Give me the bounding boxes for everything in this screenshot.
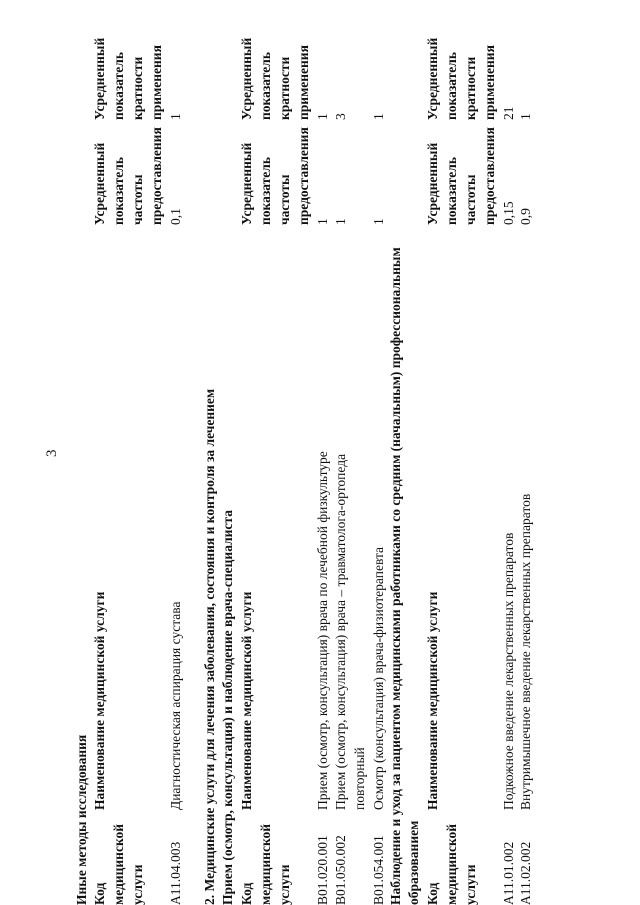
page-number: 3: [44, 449, 60, 457]
s2-row-2-name-cont: повторный: [352, 747, 367, 810]
s3-row-2-name: Внутримышечное введение лекарственных препаратов: [518, 493, 533, 810]
s1-header-freq-2: показатель: [111, 156, 126, 225]
s2-header-freq-2: показатель: [258, 156, 273, 225]
s3-header-freq-2: показатель: [444, 156, 459, 225]
s1-header-mult-2: показатель: [111, 51, 126, 120]
s1-header-mult-1: Усредненный: [92, 37, 107, 120]
s3-row-2-freq: 0,9: [518, 208, 533, 225]
section-3-title-cont: образованием: [406, 820, 421, 905]
s3-row-2-code: A11.02.002: [518, 841, 533, 905]
s3-header-name: Наименование медицинской услуги: [425, 591, 440, 810]
s2-row-1-name: Прием (осмотр, консультация) врача по лечебной физкультуре: [315, 451, 330, 810]
s2-header-code-1: Код: [239, 882, 254, 905]
s3-row-1-name: Подкожное введение лекарственных препаратов: [501, 532, 516, 810]
s2-row-3-mult: 1: [371, 113, 386, 120]
s3-header-code-2: медицинской: [444, 823, 459, 905]
s3-header-code-1: Код: [425, 882, 440, 905]
s2-header-mult-3: кратности: [277, 56, 292, 120]
s1-row-1-code: A11.04.003: [168, 841, 183, 905]
section-3-title: Наблюдение и уход за пациентом медицинскими работниками со средним (начальным) профессиональным: [388, 247, 403, 905]
section-2-title: 2. Медицинские услуги для лечения заболевания, состояния и контроля за лечением: [202, 388, 217, 905]
s3-header-mult-1: Усредненный: [425, 37, 440, 120]
s2-row-2-name: Прием (осмотр, консультация) врача – травматолога-ортопеда: [333, 453, 348, 810]
s3-header-freq-4: предоставления: [482, 127, 497, 225]
s1-header-code-2: медицинской: [111, 823, 126, 905]
s2-row-2-mult: 3: [333, 113, 348, 120]
s2-header-mult-4: применения: [296, 45, 311, 120]
s2-row-3-name: Осмотр (консультация) врача-физиотерапевта: [371, 546, 386, 810]
section-1-title: Иные методы исследования: [74, 734, 89, 905]
s3-header-mult-4: применения: [482, 45, 497, 120]
s3-row-1-mult: 21: [501, 106, 516, 120]
s2-row-1-freq: 1: [315, 218, 330, 225]
s1-header-code-1: Код: [92, 882, 107, 905]
s3-header-code-3: услуги: [463, 864, 478, 905]
s1-header-freq-1: Усредненный: [92, 142, 107, 225]
s2-row-2-code: B01.050.002: [333, 835, 348, 905]
s2-header-code-2: медицинской: [258, 823, 273, 905]
s1-header-freq-3: частоты: [130, 174, 145, 225]
s2-header-freq-4: предоставления: [296, 127, 311, 225]
s1-header-mult-3: кратности: [130, 56, 145, 120]
s2-header-mult-1: Усредненный: [239, 37, 254, 120]
s3-row-1-code: A11.01.002: [501, 841, 516, 905]
s2-header-code-3: услуги: [277, 864, 292, 905]
s1-header-name: Наименование медицинской услуги: [92, 591, 107, 810]
s2-header-freq-1: Усредненный: [239, 142, 254, 225]
section-2-subtitle: Прием (осмотр, консультация) и наблюдение врача-специалиста: [220, 510, 235, 905]
s2-row-1-code: B01.020.001: [315, 835, 330, 905]
s3-header-freq-3: частоты: [463, 174, 478, 225]
s2-row-2-freq: 1: [333, 218, 348, 225]
s2-header-name: Наименование медицинской услуги: [239, 591, 254, 810]
s3-header-mult-3: кратности: [463, 56, 478, 120]
s3-header-freq-1: Усредненный: [425, 142, 440, 225]
s1-row-1-mult: 1: [168, 113, 183, 120]
s1-header-code-3: услуги: [130, 864, 145, 905]
s3-header-mult-2: показатель: [444, 51, 459, 120]
s3-row-2-mult: 1: [518, 113, 533, 120]
s2-row-3-freq: 1: [371, 218, 386, 225]
s1-header-freq-4: предоставления: [149, 127, 164, 225]
s2-row-3-code: B01.054.001: [371, 835, 386, 905]
s3-row-1-freq: 0,15: [501, 201, 516, 225]
s2-header-freq-3: частоты: [277, 174, 292, 225]
s2-header-mult-2: показатель: [258, 51, 273, 120]
s1-row-1-freq: 0,1: [168, 208, 183, 225]
s1-header-mult-4: применения: [149, 45, 164, 120]
s2-row-1-mult: 1: [315, 113, 330, 120]
s1-row-1-name: Диагностическая аспирация сустава: [168, 601, 183, 810]
